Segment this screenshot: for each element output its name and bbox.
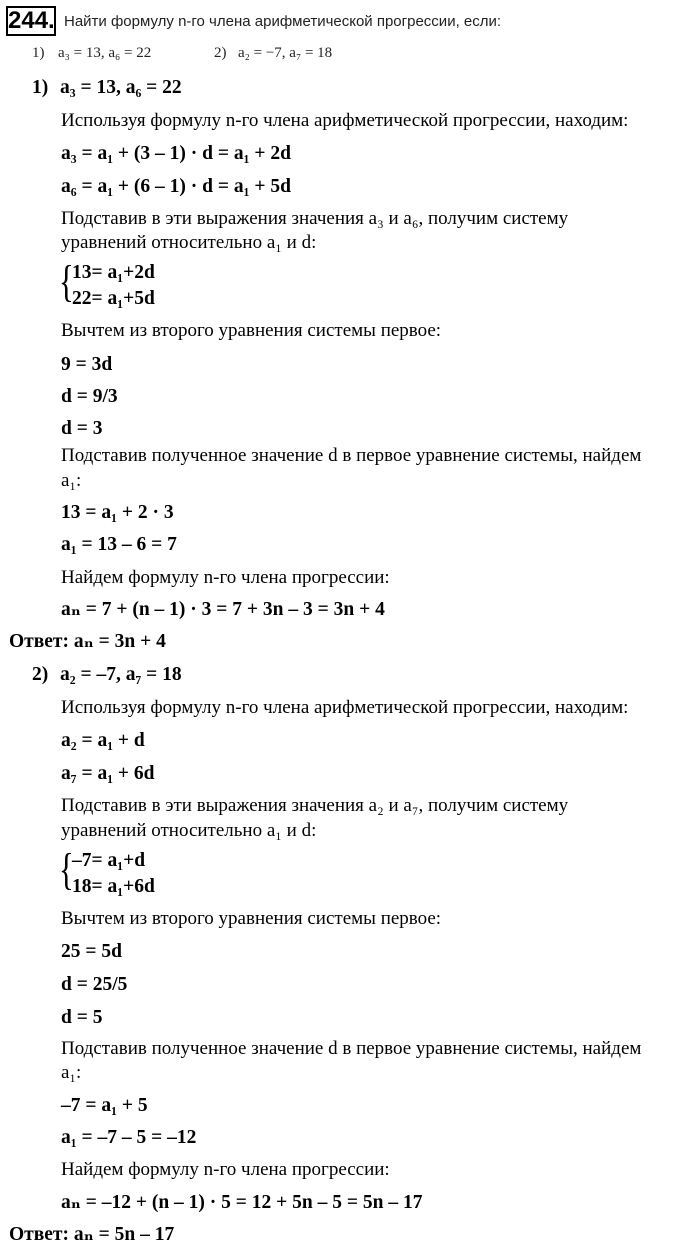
part1-intro: Используя формулу n-го члена арифметической прогрессии, находим:	[61, 110, 629, 131]
part2-eq2: a₇ = a₁ + 6d	[61, 763, 155, 784]
part1-eq2: a₆ = a₁ + (6 – 1) · d = a₁ + 5d	[61, 176, 291, 197]
part2-formula: aₙ = –12 + (n – 1) · 5 = 12 + 5n – 5 = 5n – 17	[61, 1192, 423, 1213]
part2-substitute-line2: уравнений относительно a₁ и d:	[61, 820, 317, 841]
part1-s3: d = 3	[61, 418, 103, 439]
part2-a1-eq2: a₁ = –7 – 5 = –12	[61, 1127, 197, 1148]
part1-a1-eq1: 13 = a₁ + 2 · 3	[61, 502, 174, 523]
part1-answer: Ответ: aₙ = 3n + 4	[9, 631, 166, 652]
part2-s1: 25 = 5d	[61, 941, 122, 962]
part2-answer: Ответ: aₙ = 5n – 17	[9, 1224, 175, 1245]
part2-intro: Используя формулу n-го члена арифметической прогрессии, находим:	[61, 697, 629, 718]
condition-1-text: a₃ = 13, a₆ = 22	[58, 45, 152, 61]
part2-formula-intro: Найдем формулу n-го члена прогрессии:	[61, 1159, 390, 1180]
part1-system-brace: {	[59, 257, 74, 306]
part2-s2: d = 25/5	[61, 974, 128, 995]
part1-substitute-line1: Подставив в эти выражения значения a₃ и a₆, получим систему	[61, 208, 569, 229]
part1-find-a1-line2: a₁:	[61, 470, 82, 491]
part2-system-bottom: 18= a₁+6d	[72, 876, 155, 897]
part1-number: 1)	[32, 77, 49, 98]
part1-eq1: a₃ = a₁ + (3 – 1) · d = a₁ + 2d	[61, 143, 291, 164]
part2-system-top: –7= a₁+d	[72, 850, 146, 871]
condition-1-number: 1)	[32, 45, 45, 61]
part1-system-bottom: 22= a₁+5d	[72, 288, 155, 309]
part1-find-a1-line1: Подставив полученное значение d в первое уравнение системы, найдем	[61, 445, 642, 466]
part1-s1: 9 = 3d	[61, 354, 113, 375]
part2-find-a1-line1: Подставив полученное значение d в первое уравнение системы, найдем	[61, 1038, 642, 1059]
part2-a1-eq1: –7 = a₁ + 5	[61, 1095, 148, 1116]
part2-system-brace: {	[59, 845, 74, 894]
task-statement: Найти формулу n-го члена арифметической прогрессии, если:	[64, 13, 502, 30]
part1-formula-intro: Найдем формулу n-го члена прогрессии:	[61, 567, 390, 588]
part1-system-top: 13= a₁+2d	[72, 262, 155, 283]
part1-subtract: Вычтем из второго уравнения системы первое:	[61, 320, 442, 341]
condition-2-text: a₂ = −7, a₇ = 18	[238, 45, 333, 61]
part1-a1-eq2: a₁ = 13 – 6 = 7	[61, 534, 177, 555]
part1-formula: aₙ = 7 + (n – 1) · 3 = 7 + 3n – 3 = 3n + 4	[61, 599, 385, 620]
condition-2-number: 2)	[214, 45, 227, 61]
part2-subtract: Вычтем из второго уравнения системы первое:	[61, 908, 442, 929]
part2-s3: d = 5	[61, 1007, 103, 1028]
part2-find-a1-line2: a₁:	[61, 1062, 82, 1083]
part2-number: 2)	[32, 664, 49, 685]
part1-substitute-line2: уравнений относительно a₁ и d:	[61, 232, 317, 253]
part1-given: a₃ = 13, a₆ = 22	[60, 77, 182, 98]
part2-given: a₂ = –7, a₇ = 18	[60, 664, 182, 685]
part2-substitute-line1: Подставив в эти выражения значения a₂ и a₇, получим систему	[61, 795, 569, 816]
part1-s2: d = 9/3	[61, 386, 118, 407]
part2-eq1: a₂ = a₁ + d	[61, 730, 145, 751]
task-number: 244.	[8, 7, 55, 34]
